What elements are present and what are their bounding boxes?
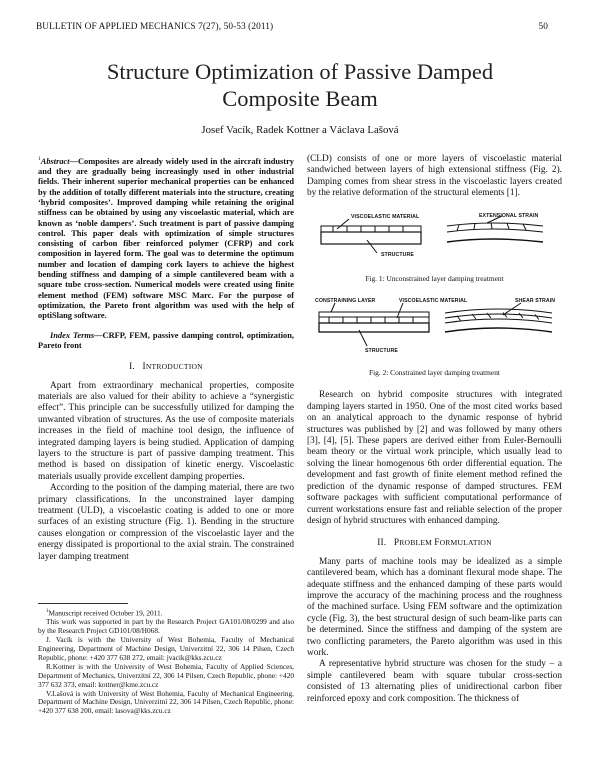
footnote-divider xyxy=(38,603,128,604)
section-title-rest: NTRODUCTION xyxy=(145,362,203,372)
footnotes xyxy=(38,603,294,716)
fig2-label-viscoelastic: VISCOELASTIC MATERIAL xyxy=(399,298,468,305)
section-title-cap: I xyxy=(142,362,146,373)
title-line-2: Composite Beam xyxy=(222,86,378,111)
fig2-label-structure: STRUCTURE xyxy=(365,348,398,355)
left-column xyxy=(38,154,294,563)
abstract-text: —Composites are already widely used in the aircraft industry and they are gradually being increasingly used in other industrial fields. Their inherent superior mechanical properties can be enhanced by the addition of totally different materials into the structure, creating ‘hybrid composites’. Improved damping while retaining the original stiffness can be obtained by using any viscoelastic material, which are known as ‘noble dampers’. Such treatment is part of passive damping control. This paper deals with optimization of simple structures consisting of carbon fiber reinforced polymer (CFRP) and cork composition in layered form. The goal was to determine the optimum number and location of damping cork layers to achieve the highest bending stiffness and damping of a simple cantilevered beam with a square tube cross-section. Numerical models were created using finite element method (FEM) software MSC Marc. For the purpose of optimization, the Pareto front algorithm was used with the help of optiSlang software. xyxy=(38,156,294,321)
right-column xyxy=(307,154,562,705)
fig2-label-constraining: CONSTRAINING LAYER xyxy=(315,298,376,305)
fig1-label-structure: STRUCTURE xyxy=(381,251,414,258)
footnote-1-text: Manuscript received October 19, 2011. xyxy=(48,608,163,618)
fig2-label-shear: SHEAR STRAIN xyxy=(515,298,556,305)
running-header xyxy=(36,22,548,32)
footnote-4: R.Kottner is with the University of West Bohemia, Faculty of Applied Sciences, Department of Mechanics, Univerzitní 22, 306 14 Pilsen, Czech Republic, phone: +420 377 632 373, email: kottner@kme.zcu.cz xyxy=(38,661,294,689)
index-terms xyxy=(38,331,294,352)
problem-paragraph-2: A representative hybrid structure was chosen for the study – a simple cantilevered beam with square tubular cross-section consisted of 13 alternating plies of unidirectional carbon fiber reinforced epoxy and cork composition. The thickness of xyxy=(307,659,562,704)
author-list: Josef Vacík, Radek Kottner a Václava Lašová xyxy=(201,124,399,136)
figure-1-caption: Fig. 1: Unconstrained layer damping treatment xyxy=(365,273,504,283)
cld-paragraph: (CLD) consists of one or more layers of viscoelastic material sandwiched between layers of high extensional stiffness (Fig. 2). Damping comes from shear stress in the viscoelastic layers created by the relative deformation of the structural elements [1]. xyxy=(307,154,562,199)
section-title-cap-1: P xyxy=(393,538,400,549)
abstract: $^1$Abstract—Composites are already widely used in the aircraft industry and they are gradually being increasingly used in other industrial fields. Their inherent superior mechanical properties can be enhanced by the addition of totally different materials into the structure, creating ‘hybrid composites’. Improved damping while retaining the original stiffness can be obtained by using any viscoelastic material, which are known as ‘noble dampers’. Such treatment is part of passive damping control. This paper deals with optimization of simple structures consisting of carbon fiber reinforced polymer (CFRP) and cork composition in layered form. The goal was to determine the optimum number and location of damping cork layers to achieve the highest bending stiffness and damping of a simple cantilevered beam with a square tube cross-section. Numerical models were created using finite element method (FEM) software MSC Marc. For the purpose of optimization, the Pareto front algorithm was used with the help of optiSlang software. xyxy=(38,156,294,321)
index-terms-lead: Index Terms xyxy=(50,330,95,340)
research-paragraph: Research on hybrid composite structures with integrated damping layers started in 1950. One of the most cited works based on an analytical approach to the dynamic response of hybrid structures was published by [2] and was followed by many others [3], [4], [5]. These papers are derived either from Euler-Bernoulli beam theory or the virtual work principle, which usually lead to solving the linear homogenous 6th order differential equation. The development and fast growth of finite element method refined the prediction of the dynamic response of damped structures. FEM software packages with sufficient computational performance of current workstations ensure fast and reliable selection of the proper design of hybrid structures with enhanced damping. xyxy=(307,390,562,526)
index-terms-text: —CRFP, FEM, passive damping control, optimization, Pareto front xyxy=(38,330,294,350)
journal-name: BULLETIN OF APPLIED MECHANICS 7(27), 50-53 (2011) xyxy=(36,22,274,32)
cld-beam-left xyxy=(319,303,429,346)
footnote-5: V.Lašová is with University of West Bohemia, Faculty of Mechanical Engineering, Department of Machine Design, Univerzitní 22, 306 14 Pilsen, Czech Republic, phone: +420 377 638 200, email: lasova@kks.zcu.cz xyxy=(38,688,294,716)
section-number: II. xyxy=(377,538,387,549)
section-heading-problem xyxy=(307,537,562,549)
intro-paragraph-1: Apart from extraordinary mechanical properties, composite materials are also valued for their ability to achieve a “synergistic effect”. This principle can be successfully utilized for damping the unwanted vibration of structures. As the use of composite materials increases in the field of machine tool design, the influence of integrated damping layers is being studied. Application of damping layers to the structure is part of passive damping treatment. This method is based on dissipation of kinetic energy. Viscoelastic materials usually provide excellent damping properties. xyxy=(38,380,294,482)
figure-1 xyxy=(307,208,562,270)
uld-beam-left xyxy=(321,219,421,253)
intro-paragraph-2: According to the position of the damping material, there are two primary classifications. In the unconstrained layer damping treatment (ULD), a viscoelastic coating is added to one or more surfaces of an existing structure (Fig. 1). Bending in the structure causes elongation or compression of the viscoelastic layer and the energy dissipated is proportional to the axial strain. The constrained layer damping treatment xyxy=(38,483,294,562)
figure-2-caption: Fig. 2: Constrained layer damping treatment xyxy=(369,368,500,378)
fig1-label-extension: EXTENSIONAL STRAIN xyxy=(479,212,539,219)
section-heading-introduction xyxy=(38,361,294,373)
section-title-rest-1: ROBLEM xyxy=(399,538,435,548)
section-number: I. xyxy=(129,362,135,373)
footnote-2: This work was supported in part by the Research Project GA101/08/0299 and also by the Research Project GD101/08/H068. xyxy=(38,617,294,636)
figure-2 xyxy=(307,294,562,364)
footnote-1: $^1$Manuscript received October 19, 2011. xyxy=(46,608,163,618)
problem-paragraph-1: Many parts of machine tools may be idealized as a simple cantilevered beam, which has a dominant flexural mode shape. The adequate stiffness and the enhanced damping of these parts would improve the accuracy of the machining process and the roughness of the machined surface. Using FEM software and the optimization cycle (Fig. 3), the best structural design of such beam-like parts can be determined. Since the stiffness and damping of the system are two conflicting parameters, the Pareto algorithm was used in this work. xyxy=(307,556,562,658)
section-title-rest-2: ORMULATION xyxy=(439,538,492,548)
title-line-1: Structure Optimization of Passive Damped xyxy=(106,59,494,84)
footnote-3: J. Vacík is with the University of West Bohemia, Faculty of Mechanical Engineering, Department of Machine Design, Univerzitní 22, 306 14 Pilsen, Czech Republic, phone: +420 377 638 272, email: jvacik@kks.zcu.cz xyxy=(38,635,294,662)
fig1-label-viscoelastic: VISCOELASTIC MATERIAL xyxy=(351,213,420,220)
section-title-cap-2: F xyxy=(434,538,440,549)
page-number: 50 xyxy=(538,22,548,32)
abstract-lead: Abstract xyxy=(40,156,70,166)
paper-title xyxy=(40,58,560,112)
